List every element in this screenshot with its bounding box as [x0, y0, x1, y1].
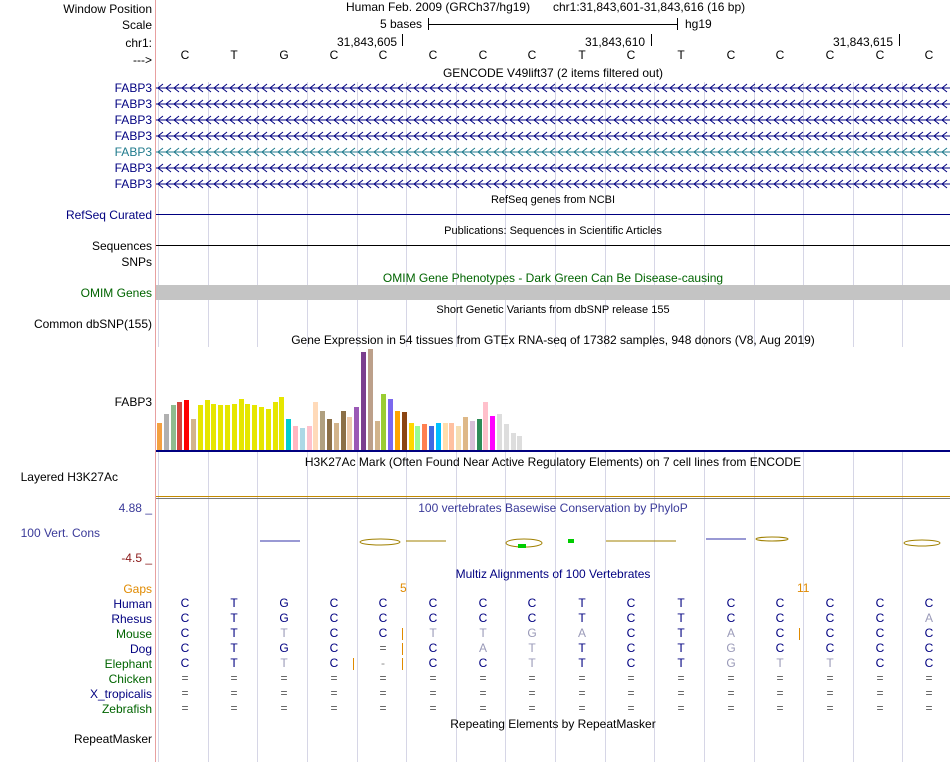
gtex-bar[interactable]: [368, 349, 373, 450]
alignment-base: -: [381, 656, 385, 670]
gtex-bar[interactable]: [245, 404, 250, 450]
alignment-base: C: [527, 611, 537, 625]
base-letter: C: [478, 48, 488, 62]
gtex-bar[interactable]: [191, 419, 196, 450]
alignment-base: C: [329, 641, 339, 655]
gencode-transcript-fabp3[interactable]: [156, 99, 950, 109]
alignment-base: C: [775, 611, 785, 625]
alignment-base: C: [825, 596, 835, 610]
gtex-bar[interactable]: [409, 423, 414, 450]
alignment-base: C: [924, 626, 934, 640]
alignment-base: C: [428, 611, 438, 625]
alignment-base: C: [378, 596, 388, 610]
species-label[interactable]: Chicken: [108, 672, 152, 686]
alignment-base: T: [578, 611, 586, 625]
alignment-base: C: [180, 596, 190, 610]
alignment-base: =: [677, 701, 685, 715]
base-letter: T: [677, 48, 685, 62]
label-gtex-gene[interactable]: FABP3: [114, 395, 152, 409]
label-cons-min: -4.5 _: [121, 551, 152, 565]
alignment-base: A: [924, 611, 933, 625]
base-letter: C: [329, 48, 339, 62]
alignment-base: T: [578, 596, 586, 610]
phylop-mark: [568, 539, 574, 543]
alignment-base: C: [428, 656, 438, 670]
gtex-baseline: [156, 450, 950, 452]
species-label[interactable]: Rhesus: [111, 612, 152, 626]
alignment-base: C: [875, 641, 885, 655]
gtex-bar-chart[interactable]: [156, 347, 950, 451]
alignment-base: C: [875, 611, 885, 625]
alignment-base: =: [330, 686, 338, 700]
base-letter: C: [825, 48, 835, 62]
gtex-bar[interactable]: [218, 405, 223, 450]
alignment-base: C: [378, 611, 388, 625]
gtex-bar[interactable]: [388, 399, 393, 450]
base-letter: T: [230, 48, 238, 62]
gtex-bar[interactable]: [504, 424, 509, 450]
label-chr[interactable]: chr1:: [125, 36, 152, 50]
gtex-bar[interactable]: [511, 433, 516, 450]
label-fabp3-4[interactable]: FABP3: [114, 129, 152, 143]
alignment-base: T: [677, 611, 685, 625]
scale-bar: [428, 24, 677, 25]
gtex-bar[interactable]: [198, 405, 203, 450]
alignment-base: =: [627, 671, 635, 685]
alignment-base: A: [577, 626, 586, 640]
alignment-base: T: [230, 626, 238, 640]
alignment-base: C: [924, 596, 934, 610]
track-labels: [0, 0, 156, 762]
base-letter: C: [875, 48, 885, 62]
gtex-bar[interactable]: [327, 419, 332, 450]
phylop-mark: [904, 540, 940, 546]
alignment-base: =: [578, 701, 586, 715]
alignment-base: =: [627, 686, 635, 700]
gencode-transcript-fabp3[interactable]: [156, 179, 950, 189]
coord-1-tick: [402, 34, 403, 46]
gtex-bar[interactable]: [402, 412, 407, 450]
alignment-base: =: [826, 671, 834, 685]
alignment-base: C: [626, 611, 636, 625]
gap-label: 5: [400, 581, 407, 595]
scale-text: 5 bases: [380, 17, 423, 31]
gtex-bar[interactable]: [300, 428, 305, 450]
phylop-mark: [756, 537, 788, 541]
alignment-base: =: [776, 686, 784, 700]
gtex-bar[interactable]: [239, 399, 244, 450]
species-label[interactable]: Elephant: [104, 657, 152, 671]
alignment-base: =: [330, 701, 338, 715]
gtex-bar[interactable]: [279, 397, 284, 450]
label-omim[interactable]: OMIM Genes: [80, 286, 152, 300]
scale-bar-right-tick: [677, 18, 678, 30]
alignment-base: =: [330, 671, 338, 685]
pubs-title: Publications: Sequences in Scientific Articles: [444, 225, 662, 237]
gencode-transcript-fabp3[interactable]: [156, 131, 950, 141]
alignment-base: T: [578, 656, 586, 670]
alignment-base: T: [677, 596, 685, 610]
base-letter: C: [775, 48, 785, 62]
refseq-title: RefSeq genes from NCBI: [490, 194, 616, 206]
gtex-bar[interactable]: [490, 416, 495, 450]
alignment-base: =: [925, 701, 933, 715]
label-dbsnp[interactable]: Common dbSNP(155): [33, 317, 152, 331]
alignment-base: T: [230, 596, 238, 610]
alignment-base: =: [677, 671, 685, 685]
base-letter: C: [180, 48, 190, 62]
gtex-bar[interactable]: [470, 421, 475, 450]
phylop-title: 100 vertebrates Basewise Conservation by PhyloP: [418, 501, 688, 515]
gtex-bar[interactable]: [273, 402, 278, 450]
insertion-marker: [402, 628, 403, 640]
alignment-base: =: [876, 686, 884, 700]
gtex-bar[interactable]: [252, 405, 257, 450]
alignment-base: =: [727, 701, 735, 715]
coord-1: 31,843,605: [337, 35, 398, 49]
alignment-base: A: [726, 626, 735, 640]
alignment-base: =: [627, 701, 635, 715]
label-h3k27ac[interactable]: Layered H3K27Ac: [20, 470, 118, 484]
gap-label: 11: [797, 581, 810, 595]
alignment-base: C: [329, 656, 339, 670]
alignment-base: C: [527, 596, 537, 610]
alignment-base: =: [528, 686, 536, 700]
alignment-base: T: [280, 656, 288, 670]
gtex-bar[interactable]: [184, 400, 189, 450]
species-label[interactable]: Human: [113, 597, 152, 611]
alignment-base: C: [924, 641, 934, 655]
alignment-base: =: [727, 686, 735, 700]
base-letter: G: [279, 48, 289, 62]
coord-3: 31,843,615: [833, 35, 894, 49]
gtex-bar[interactable]: [232, 404, 237, 450]
phylop-mark: [518, 544, 526, 548]
alignment-base: C: [478, 656, 488, 670]
gencode-transcript-fabp3[interactable]: [156, 163, 950, 173]
alignment-base: C: [626, 641, 636, 655]
alignment-base: T: [677, 656, 685, 670]
insertion-marker: [402, 643, 403, 655]
gtex-bar[interactable]: [436, 423, 441, 450]
alignment-base: C: [775, 596, 785, 610]
alignment-base: C: [626, 626, 636, 640]
alignment-base: C: [875, 596, 885, 610]
h3k27ac-title: H3K27Ac Mark (Often Found Near Active Regulatory Elements) on 7 cell lines from ENCODE: [304, 455, 802, 469]
insertion-marker: [402, 658, 403, 670]
coord-2-tick: [651, 34, 652, 46]
alignment-base: C: [329, 596, 339, 610]
alignment-base: C: [775, 626, 785, 640]
gtex-bar[interactable]: [171, 405, 176, 450]
gtex-bar[interactable]: [157, 423, 162, 450]
alignment-base: C: [726, 611, 736, 625]
gtex-bar[interactable]: [334, 423, 339, 450]
gtex-bar[interactable]: [449, 423, 454, 450]
alignment-base: =: [925, 686, 933, 700]
gtex-bar[interactable]: [381, 394, 386, 450]
alignment-base: =: [280, 686, 288, 700]
alignment-base: =: [479, 686, 487, 700]
gtex-bar[interactable]: [463, 417, 468, 450]
gtex-bar[interactable]: [205, 400, 210, 450]
alignment-base: T: [578, 641, 586, 655]
phylop-track[interactable]: [156, 528, 950, 554]
alignment-base: C: [478, 596, 488, 610]
label-fabp3-2[interactable]: FABP3: [114, 97, 152, 111]
scale-bar-left-tick: [428, 18, 429, 30]
alignment-base: =: [479, 671, 487, 685]
alignment-base: T: [776, 656, 784, 670]
alignment-base: =: [528, 701, 536, 715]
gtex-bar[interactable]: [211, 404, 216, 450]
alignment-base: C: [626, 656, 636, 670]
base-letter: C: [527, 48, 537, 62]
alignment-base: G: [726, 641, 736, 655]
label-fabp3-1[interactable]: FABP3: [114, 81, 152, 95]
label-snps[interactable]: SNPs: [121, 255, 152, 269]
alignment-base: T: [528, 656, 536, 670]
alignment-base: =: [379, 686, 387, 700]
coord-2: 31,843,610: [585, 35, 646, 49]
phylop-mark: [360, 539, 400, 545]
species-label[interactable]: X_tropicalis: [89, 687, 152, 701]
alignment-base: T: [677, 626, 685, 640]
alignment-base: C: [775, 641, 785, 655]
insertion-marker: [353, 658, 354, 670]
track-area[interactable]: [156, 0, 950, 762]
alignment-base: T: [528, 641, 536, 655]
base-letter: C: [378, 48, 388, 62]
alignment-base: =: [677, 686, 685, 700]
alignment-base: T: [826, 656, 834, 670]
alignment-base: C: [825, 641, 835, 655]
alignment-base: =: [578, 671, 586, 685]
gtex-bar[interactable]: [259, 407, 264, 450]
label-fabp3-3[interactable]: FABP3: [114, 113, 152, 127]
alignment-base: =: [826, 701, 834, 715]
alignment-base: C: [875, 626, 885, 640]
gtex-bar[interactable]: [313, 402, 318, 450]
label-scale[interactable]: Scale: [121, 18, 152, 32]
alignment-base: T: [230, 611, 238, 625]
alignment-base: C: [726, 596, 736, 610]
label-refseq[interactable]: RefSeq Curated: [65, 208, 152, 222]
species-label[interactable]: Dog: [129, 642, 152, 656]
alignment-base: =: [429, 701, 437, 715]
alignment-base: C: [626, 596, 636, 610]
alignment-base: C: [378, 626, 388, 640]
gtex-bar[interactable]: [164, 414, 169, 450]
gencode-transcript-fabp3[interactable]: [156, 147, 950, 157]
alignment-base: A: [478, 641, 487, 655]
alignment-base: =: [876, 701, 884, 715]
assembly-text: Human Feb. 2009 (GRCh37/hg19): [346, 0, 531, 14]
alignment-base: =: [826, 686, 834, 700]
refseq-gene-line[interactable]: [156, 214, 950, 215]
base-letter: C: [924, 48, 934, 62]
alignment-base: C: [180, 656, 190, 670]
rmsk-title: Repeating Elements by RepeatMasker: [450, 717, 656, 731]
alignment-base: G: [279, 611, 289, 625]
alignment-base: =: [776, 701, 784, 715]
alignment-base: C: [428, 641, 438, 655]
alignment-base: =: [379, 701, 387, 715]
omim-title: OMIM Gene Phenotypes - Dark Green Can Be Disease-causing: [382, 271, 724, 285]
alignment-base: =: [528, 671, 536, 685]
gtex-bar[interactable]: [225, 405, 230, 450]
coord-3-tick: [899, 34, 900, 46]
gtex-bar[interactable]: [456, 426, 461, 450]
alignment-base: =: [280, 701, 288, 715]
label-fabp3-7[interactable]: FABP3: [114, 177, 152, 191]
alignment-base: C: [329, 611, 339, 625]
gtex-bar[interactable]: [517, 436, 522, 450]
alignment-base: T: [280, 626, 288, 640]
gtex-bar[interactable]: [483, 402, 488, 450]
alignment-base: C: [875, 656, 885, 670]
alignment-base: C: [428, 596, 438, 610]
alignment-base: G: [527, 626, 537, 640]
alignment-base: =: [181, 686, 189, 700]
gtex-bar[interactable]: [497, 414, 502, 450]
alignment-base: =: [230, 686, 238, 700]
alignment-base: C: [180, 611, 190, 625]
h3k27ac-signal-line-1: [156, 496, 950, 497]
gtex-bar[interactable]: [422, 424, 427, 450]
gtex-bar[interactable]: [307, 426, 312, 450]
gtex-bar[interactable]: [361, 352, 366, 450]
alignment-base: =: [925, 671, 933, 685]
alignment-base: G: [279, 641, 289, 655]
alignment-base: =: [379, 641, 387, 655]
gencode-title: GENCODE V49lift37 (2 items filtered out): [442, 66, 664, 80]
alignment-base: =: [379, 671, 387, 685]
gtex-bar[interactable]: [415, 426, 420, 450]
label-gaps[interactable]: Gaps: [123, 582, 152, 596]
h3k27ac-signal-line-2: [156, 498, 950, 499]
gencode-transcript-fabp3[interactable]: [156, 115, 950, 125]
pubs-sequence-line[interactable]: [156, 245, 950, 246]
gtex-title: Gene Expression in 54 tissues from GTEx RNA-seq of 17382 samples, 948 donors (V8, Aug 2019): [291, 333, 815, 347]
label-repeatmasker[interactable]: RepeatMasker: [73, 732, 152, 746]
gtex-bar[interactable]: [293, 426, 298, 450]
alignment-base: C: [478, 611, 488, 625]
base-letter: C: [726, 48, 736, 62]
insertion-marker: [799, 628, 800, 640]
label-fabp3-6[interactable]: FABP3: [114, 161, 152, 175]
label-window-position[interactable]: Window Position: [63, 2, 152, 16]
label-cons-max: 4.88 _: [118, 501, 152, 515]
alignment-base: =: [578, 686, 586, 700]
gencode-transcript-fabp3[interactable]: [156, 83, 950, 93]
scale-db: hg19: [685, 17, 712, 31]
gtex-bar[interactable]: [375, 421, 380, 450]
alignment-base: =: [479, 701, 487, 715]
base-letter: C: [626, 48, 636, 62]
label-cons[interactable]: 100 Vert. Cons: [20, 526, 100, 540]
position-text: chr1:31,843,601-31,843,616 (16 bp): [553, 0, 746, 14]
alignment-base: C: [180, 626, 190, 640]
alignment-base: T: [429, 626, 437, 640]
alignment-base: C: [924, 656, 934, 670]
alignment-base: C: [825, 626, 835, 640]
gtex-bar[interactable]: [443, 423, 448, 450]
multiz-title: Multiz Alignments of 100 Vertebrates: [455, 567, 651, 581]
alignment-base: =: [876, 671, 884, 685]
gtex-bar[interactable]: [429, 426, 434, 450]
alignment-base: =: [230, 671, 238, 685]
gtex-bar[interactable]: [177, 402, 182, 450]
alignment-base: =: [181, 701, 189, 715]
species-label[interactable]: Mouse: [115, 627, 152, 641]
alignment-base: T: [677, 641, 685, 655]
alignment-base: =: [776, 671, 784, 685]
base-letter: T: [578, 48, 586, 62]
gtex-bar[interactable]: [477, 419, 482, 450]
alignment-base: =: [727, 671, 735, 685]
alignment-base: G: [279, 596, 289, 610]
species-label[interactable]: Zebrafish: [101, 702, 152, 716]
gtex-bar[interactable]: [286, 419, 291, 450]
gtex-bar[interactable]: [354, 407, 359, 450]
alignment-base: T: [230, 641, 238, 655]
alignment-base: C: [825, 611, 835, 625]
gtex-bar[interactable]: [266, 409, 271, 450]
alignment-base: C: [180, 641, 190, 655]
gtex-bar[interactable]: [347, 417, 352, 450]
gtex-bar[interactable]: [395, 411, 400, 450]
dbsnp-title: Short Genetic Variants from dbSNP release 155: [436, 304, 670, 316]
gtex-bar[interactable]: [320, 411, 325, 450]
alignment-base: C: [329, 626, 339, 640]
alignment-base: =: [280, 671, 288, 685]
label-sequences[interactable]: Sequences: [91, 239, 152, 253]
alignment-base: =: [181, 671, 189, 685]
alignment-base: =: [429, 686, 437, 700]
alignment-base: G: [726, 656, 736, 670]
gtex-bar[interactable]: [341, 411, 346, 450]
label-strand[interactable]: --->: [133, 53, 152, 67]
label-fabp3-5[interactable]: FABP3: [114, 145, 152, 159]
alignment-base: T: [230, 656, 238, 670]
alignment-base: =: [230, 701, 238, 715]
alignment-base: =: [429, 671, 437, 685]
omim-gene-bar[interactable]: [156, 285, 950, 300]
alignment-base: T: [479, 626, 487, 640]
base-letter: C: [428, 48, 438, 62]
